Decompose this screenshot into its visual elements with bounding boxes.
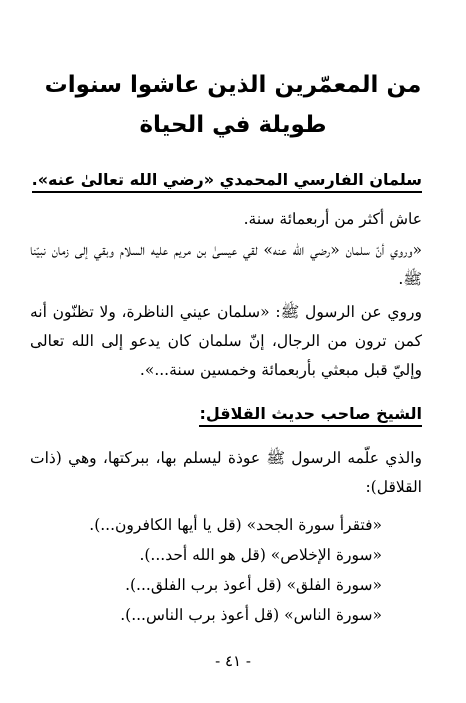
page-number: - ٤١ - [215,652,251,670]
sura-item: «سورة الفلق» (قل أعوذ برب الفلق...). [125,576,382,594]
sura-item: «سورة الإخلاص» (قل هو الله أحد...). [139,546,382,564]
paragraph-salman-isa: «وروي أنّ سلمان «رضي الله عنه» لقي عيسىٰ بن مريم عليه السلام وبقي إلى زمان نبيّنا ﷺ. [30,241,422,288]
paragraph-salman-hadith: وروي عن الرسول ﷺ: «سلمان عيني الناظرة، ولا تظنّون أنه كمن ترون من الرجال، إنّ سلمان كان يدعو إلى الله تعالى وإليّ قبل مبعثي بأربعمائة وخمسين سنة...». [30,303,422,379]
section-heading-salman: سلمان الفارسي المحمدي «رضي الله تعالىٰ عنه». [32,170,422,193]
sura-item: «سورة الناس» (قل أعوذ برب الناس...). [120,606,382,624]
paragraph-salman-age: عاش أكثر من أربعمائة سنة. [243,210,422,228]
page-title-line-1: من المعمّرين الذين عاشوا سنوات [44,72,422,98]
section-heading-qalaqil: الشيخ صاحب حديث القلاقل: [199,404,422,427]
page-title-line-2: طويلة في الحياة [139,112,327,138]
sura-item: «فتقرأ سورة الجحد» (قل يا أيها الكافرون...). [89,516,382,534]
paragraph-qalaqil-intro: والذي علّمه الرسول ﷺ عوذة ليسلم بها، ببركتها، وهي (ذات القلاقل): [30,449,422,496]
